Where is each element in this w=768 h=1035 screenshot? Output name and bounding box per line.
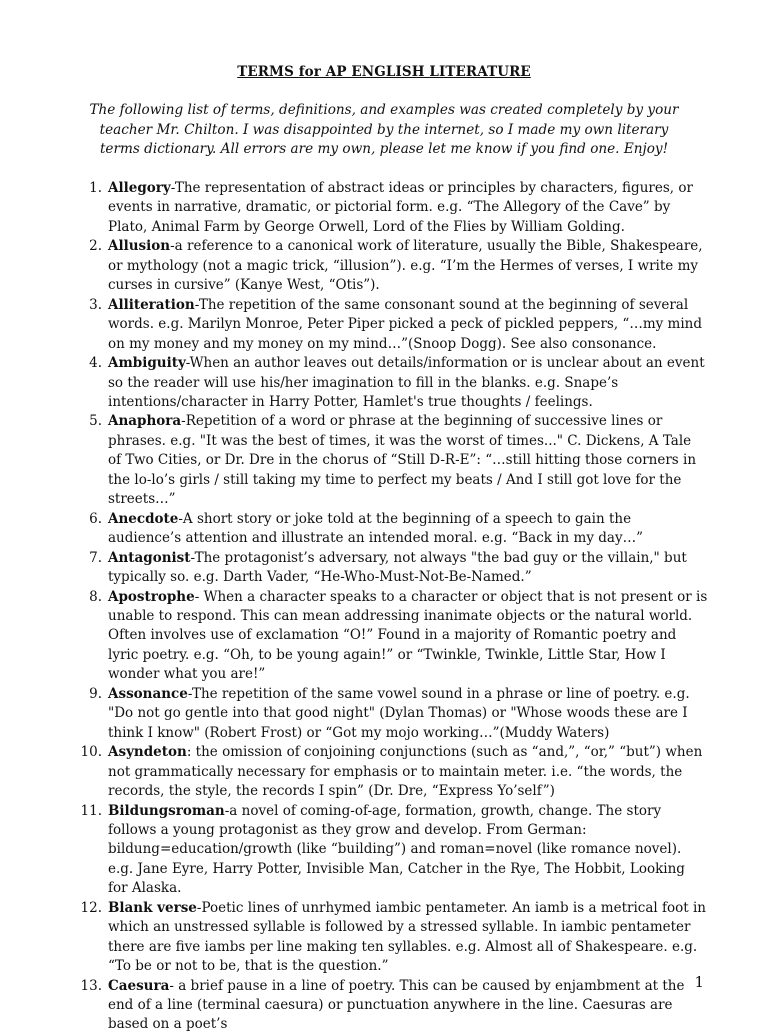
term-name: Antagonist (108, 549, 191, 566)
term-definition: -Poetic lines of unrhymed iambic pentameter. An iamb is a metrical foot in which an unstressed syllable is followed by a stressed syllable. In iambic pentameter there are five iambs per line making ten syllables. e.g. Almost all of Shakespeare. e.g. “To be or not to be, that is the question.” (108, 899, 706, 975)
term-number: 7. (89, 549, 102, 566)
term-apostrophe (78, 588, 708, 685)
term-definition: -The representation of abstract ideas or principles by characters, figures, or events in narrative, dramatic, or pictorial form. e.g. “The Allegory of the Cave” by Plato, Animal Farm by George Orwell, Lord of the Flies by William Golding. (108, 180, 693, 235)
term-number: 3. (89, 296, 102, 313)
term-definition: -The repetition of the same vowel sound in a phrase or line of poetry. e.g. "Do not go gentle into that good night" (Dylan Thomas) or "Whose woods these are I think I know" (Robert Frost) or “Got my mojo working…”(Muddy Waters) (108, 685, 690, 741)
term-anecdote (78, 510, 708, 549)
term-name: Asyndeton (108, 744, 187, 761)
term-name: Allusion (108, 238, 171, 255)
term-name: Apostrophe (108, 588, 195, 605)
term-blank-verse (78, 899, 708, 977)
term-anaphora (78, 412, 708, 509)
term-assonance (78, 685, 708, 743)
term-number: 10. (80, 744, 102, 761)
term-name: Alliteration (108, 296, 195, 313)
term-number: 12. (80, 899, 102, 916)
term-name: Caesura (108, 977, 170, 994)
term-definition: : the omission of conjoining conjunctions (such as “and,”, “or,” “but”) when not grammatically necessary for emphasis or to maintain meter. i.e. “the words, the records, the style, the records I spin” (Dr. Dre, “Express Yo’self”) (108, 744, 703, 800)
term-name: Allegory (108, 180, 171, 196)
document-title: TERMS for AP ENGLISH LITERATURE (237, 64, 531, 80)
term-asyndeton (78, 743, 708, 801)
term-ambiguity (78, 354, 708, 412)
term-definition: -a novel of coming-of-age, formation, growth, change. The story follows a young protagonist as they grow and develop. From German: bildung=education/growth (like “building”) and roman=novel (like romance novel). e.g. Jane Eyre, Harry Potter, Invisible Man, Catcher in the Rye, The Hobbit, Looking for Alaska. (108, 802, 685, 897)
term-definition: -Repetition of a word or phrase at the beginning of successive lines or phrases. e.g. "It was the best of times, it was the worst of times..." C. Dickens, A Tale of Two Cities, or Dr. Dre in the chorus of “Still D-R-E”: “…still hitting those corners in the lo-lo’s girls / still taking my time to perfect my beats / And I still got love for the streets…” (108, 413, 697, 508)
terms-list (78, 179, 708, 1035)
term-caesura (78, 977, 708, 1035)
term-alliteration (78, 296, 708, 354)
term-definition: -a reference to a canonical work of literature, usually the Bible, Shakespeare, or mythology (not a magic trick, “illusion”). e.g. “I’m the Hermes of verses, I write my curses in cursive” (Kanye West, “Otis”). (108, 238, 703, 294)
term-name: Ambiguity (108, 355, 186, 372)
term-name: Anaphora (108, 413, 182, 430)
term-definition: -A short story or joke told at the beginning of a speech to gain the audience’s attention and illustrate an intended moral. e.g. “Back in my day…” (108, 510, 643, 547)
term-number: 2. (89, 238, 102, 255)
term-name: Blank verse (108, 899, 197, 916)
term-allusion (78, 237, 708, 295)
term-number: 13. (80, 977, 102, 994)
term-name: Bildungsroman (108, 802, 225, 819)
term-definition: -The repetition of the same consonant sound at the beginning of several words. e.g. Marilyn Monroe, Peter Piper picked a peck of pickled peppers, “…my mind on my money and my money on my mind…”(Snoop Dogg). See also consonance. (108, 296, 702, 352)
term-number: 6. (89, 510, 102, 527)
term-number: 9. (89, 685, 102, 702)
term-number: 11. (80, 802, 102, 819)
term-number: 1. (89, 180, 102, 196)
term-antagonist (78, 549, 708, 588)
term-number: 4. (89, 355, 102, 372)
page-number: 1 (694, 973, 704, 991)
term-number: 5. (89, 413, 102, 430)
term-number: 8. (89, 588, 102, 605)
term-definition: - When a character speaks to a character or object that is not present or is unable to respond. This can mean addressing inanimate objects or the natural world. Often involves use of exclamation “O!” Found in a majority of Romantic poetry and lyric poetry. e.g. “Oh, to be young again!” or “Twinkle, Twinkle, Little Star, How I wonder what you are!” (108, 588, 708, 683)
intro-paragraph: The following list of terms, definitions, and examples was created completely by your teacher Mr. Chilton. I was disappointed by the internet, so I made my own literary terms dictionary. All errors are my own, please let me know if you find one. Enjoy! (89, 102, 679, 157)
term-definition: -When an author leaves out details/information or is unclear about an event so the reader will use his/her imagination to fill in the blanks. e.g. Snape’s intentions/character in Harry Potter, Hamlet's true thoughts / feelings. (108, 355, 705, 410)
term-allegory (78, 179, 708, 237)
term-definition: - a brief pause in a line of poetry. This can be caused by enjambment at the end of a line (terminal caesura) or punctuation anywhere in the line. Caesuras are based on a poet’s (108, 977, 685, 1033)
term-definition: -The protagonist’s adversary, not always "the bad guy or the villain," but typically so. e.g. Darth Vader, “He-Who-Must-Not-Be-Named.” (108, 549, 687, 586)
term-bildungsroman (78, 802, 708, 899)
term-name: Anecdote (108, 510, 179, 527)
term-name: Assonance (108, 685, 188, 702)
